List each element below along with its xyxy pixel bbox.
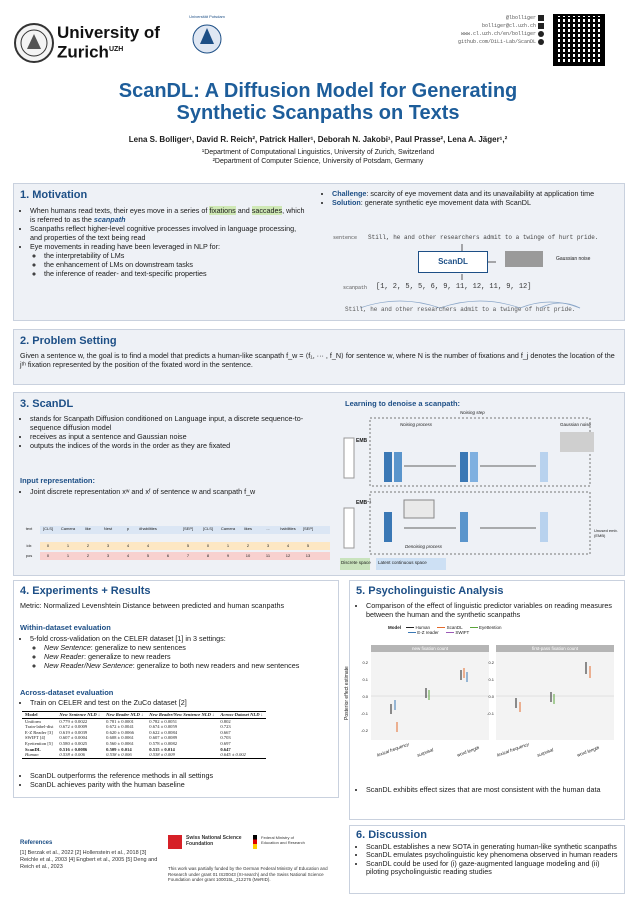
input-rep-cell: 0 <box>206 543 210 548</box>
motivation-bullet-2: • Scanpaths reflect higher-level cognitive processes involved in language processing, and properties of the text being read <box>30 224 306 242</box>
psycho-ylabel: Posterior effect estimate <box>344 666 350 720</box>
gaussian-noise-label: Gaussian noise <box>556 256 591 262</box>
gaussian-noise-box <box>505 251 543 267</box>
legend-title: Model <box>388 625 401 630</box>
legend-swift: SWIFT <box>446 630 469 635</box>
results-cell: SWIFT [4] <box>25 735 46 741</box>
input-rep-cell: ... <box>266 526 270 531</box>
input-rep-cell: 4 <box>126 543 130 548</box>
bmbf-logo <box>253 835 257 849</box>
results-cell: 0.580 ± 0.0025 <box>59 740 88 746</box>
latent-space-label: Latent continuous space <box>378 560 427 565</box>
discussion-bullet-3: • ScanDL could be used for (i) gaze-augmented language modeling and (ii) piloting psycholinguistic reading studies <box>366 860 618 877</box>
uzh-suffix: UZH <box>108 46 124 53</box>
input-rep-cell: 13 <box>305 553 311 558</box>
input-rep-cell: 1 <box>226 543 230 548</box>
motivation-left <box>20 206 306 278</box>
table-row-idx <box>20 543 318 548</box>
table-row-text <box>20 526 318 531</box>
within-heading: Within-dataset evaluation <box>20 623 111 632</box>
contact-twitter[interactable]: @lbolliger <box>505 15 536 21</box>
input-rep-cell: 4 <box>126 553 130 558</box>
denoising-process-label: Denoising process <box>405 544 443 549</box>
motivation-heading: 1. Motivation <box>20 189 88 201</box>
results-cell: 0.620 ± 0.0066 <box>106 729 134 735</box>
funding: This work was partially funded by the German Federal Ministry of Education and Research under grant 01 IS20043 (XI-search) and the Swiss National Science Foundation under grant 100015L_212276 (MeRID). <box>168 866 328 883</box>
x-tick-label: surprisal <box>416 747 435 758</box>
scandl-bullets <box>20 414 332 450</box>
results-row <box>22 752 266 758</box>
uzh-seal-logo <box>14 23 54 63</box>
metric-text: Metric: Normalized Levenshtein Distance between predicted and human scanpaths <box>20 601 285 610</box>
motivation-bullet-1: • When humans read texts, their eyes move in a series of fixations and saccades, which is referred to as the scanpath <box>30 206 306 224</box>
snsf-logo <box>168 835 182 849</box>
input-rep-bullet: • Joint discrete representation xʷ and xᶠ of sentence w and scanpath f_w <box>20 487 332 496</box>
scandl-box: ScanDL <box>418 251 488 273</box>
input-rep-cell: 2 <box>246 543 250 548</box>
globe-icon <box>538 31 544 37</box>
results-header-cell: New Sentence NLD ↓ <box>59 712 101 717</box>
legend-human: Human <box>406 625 430 630</box>
across-list: • Train on CELER and test on the ZuCo dataset [2] <box>20 698 332 707</box>
input-rep-cell: 1 <box>66 553 70 558</box>
motivation-sub-2: ◦ the enhancement of LMs on downstream tasks <box>44 260 306 269</box>
university-line1: University of <box>57 23 160 42</box>
scandl-heading: 3. ScanDL <box>20 398 74 410</box>
results-cell: 0.802 <box>220 718 231 724</box>
results-cell: 0.667 <box>220 729 231 735</box>
results-cell: 0.607 ± 0.0004 <box>59 735 88 741</box>
emb-label: EMB <box>356 438 368 444</box>
input-rep-cell: pos <box>25 553 33 558</box>
input-rep-cell: idx <box>26 543 32 548</box>
input-rep-cell: 3 <box>106 543 110 548</box>
results-cell: E-Z Reader [3] <box>25 729 53 735</box>
contact-email[interactable]: bolliger@cl.uzh.ch <box>481 23 536 29</box>
input-rep-cell: 0 <box>46 543 50 548</box>
input-sentence: Still, he and other researchers admit to a twinge of hurt pride. <box>368 234 599 241</box>
scanpath-sentence: Still, he and other researchers admit to a twinge of hurt pride. <box>345 306 576 313</box>
affiliations <box>20 148 616 166</box>
results-header-cell: New Reader/New Sentence NLD ↓ <box>149 712 215 717</box>
discussion-list <box>356 843 618 877</box>
y-tick-label: -0.1 <box>361 711 368 716</box>
problem-heading: 2. Problem Setting <box>20 335 117 347</box>
setting-new-sentence: ◦ New Sentence: generalize to new sentences <box>44 643 332 652</box>
input-rep-cell: 11 <box>265 553 271 558</box>
input-rep-cell: Camera <box>220 526 236 531</box>
psycho-conclusion: • ScanDL exhibits effect sizes that are most consistent with the human data <box>356 785 618 794</box>
title-line1: ScanDL: A Diffusion Model for Generating <box>118 80 518 102</box>
results-cell: Human <box>25 752 39 758</box>
conclusion-1: • ScanDL outperforms the reference methods in all settings <box>30 771 332 780</box>
input-rep-cell: 8 <box>206 553 210 558</box>
plot-2-yticks <box>482 654 494 722</box>
input-rep-grid <box>20 512 334 568</box>
x-tick-label: lexical frequency <box>496 741 530 758</box>
results-cell: 0.672 ± 0.0041 <box>106 724 134 730</box>
solution-bullet: • Solution: generate synthetic eye movement data with ScanDL <box>332 198 614 207</box>
contact-website[interactable]: www.cl.uzh.ch/en/bolliger <box>460 31 536 37</box>
conclusion-2: • ScanDL achieves parity with the human baseline <box>30 780 332 789</box>
results-cell: 0.578 ± 0.0082 <box>149 740 178 746</box>
experiments-conclusions <box>20 771 332 789</box>
potsdam-seal-text: Universität Potsdam <box>189 14 225 19</box>
input-rep-cell: 9 <box>226 553 230 558</box>
diffusion-diagram <box>340 408 620 572</box>
x-tick-label: lexical frequency <box>376 741 410 758</box>
input-rep-cell: 3 <box>266 543 270 548</box>
plot-2-marks <box>496 652 614 740</box>
plot-xlabels <box>376 741 616 758</box>
scandl-bullet-2: • receives as input a sentence and Gaussian noise <box>30 432 332 441</box>
results-cell: Uniform <box>25 718 41 724</box>
references: [1] Berzak et al., 2022 [2] Hollenstein et al., 2018 [3] Reichle et al., 2003 [4] Engbert et al., 2005 [5] Deng and Reich et al., 2023 <box>20 850 158 870</box>
challenge-bullet: • Challenge: scarcity of eye movement data and its unavailability at application time <box>332 189 614 198</box>
legend <box>388 625 618 635</box>
results-cell: 0.560 ± 0.0061 <box>106 740 134 746</box>
input-rep-cell: 6 <box>166 553 170 558</box>
contact-github[interactable]: github.com/DiLi-Lab/ScanDL <box>457 39 536 45</box>
discussion-bullet-1: • ScanDL establishes a new SOTA in generating human-like synthetic scanpaths <box>366 843 618 851</box>
affiliation-2: ²Department of Computer Science, University of Potsdam, Germany <box>212 158 424 165</box>
results-header-cell: New Reader NLD ↓ <box>106 712 144 717</box>
input-rep-cell: habilities <box>280 526 296 531</box>
results-cell: ScanDL <box>25 746 41 752</box>
learning-heading: Learning to denoise a scanpath: <box>345 399 461 408</box>
legend-ezreader: E-Z reader <box>408 630 439 635</box>
table-row-pos <box>20 553 318 558</box>
scanpath-output: [1, 2, 5, 5, 6, 9, 11, 12, 11, 9, 12] <box>376 283 532 291</box>
discussion-heading: 6. Discussion <box>356 829 427 841</box>
input-rep-cell: likes <box>243 526 252 531</box>
problem-text: Given a sentence w, the goal is to find a model that predicts a human-like scanpath f_w = ⟨f₁, ··· , f_N⟩ for sentence w, where N is the number of fixations and f_j denotes the location of the jᵗʰ fixation represented by the position of the fixated word in the sentence. <box>20 351 615 369</box>
input-rep-cell: 2 <box>86 543 90 548</box>
results-cell: 0.538 ± 0.009 <box>149 752 175 758</box>
results-cell: 0.647 <box>220 746 231 752</box>
authors: Lena S. Bolliger¹, David R. Reich², Patrick Haller¹, Deborah N. Jakobi¹, Paul Prasse², Lena A. Jäger¹,² <box>128 135 508 144</box>
scanpath-label: scanpath <box>343 285 368 291</box>
plot-2-title: first-pass fixation count <box>496 645 614 652</box>
y-tick-label: 0.1 <box>488 677 494 682</box>
results-header-cell: Across-Dataset NLD ↓ <box>220 712 263 717</box>
input-rep-cell: Camera <box>60 526 76 531</box>
input-rep-table <box>20 512 334 573</box>
results-cell: Train-label-dist <box>25 724 54 730</box>
y-tick-label: -0.2 <box>361 728 368 733</box>
motivation-bullet-3: • Eye movements in reading have been leveraged in NLP for: ◦ the interpretability of LMs ◦ the enhancement of LMs on downstream tasks ◦ the inference of reader- and text-specific properties <box>30 242 306 278</box>
results-header-cell: Model <box>25 712 38 717</box>
psycho-heading: 5. Psycholinguistic Analysis <box>356 585 504 597</box>
input-rep-cell: 0 <box>46 553 50 558</box>
contact-block <box>420 14 544 46</box>
plot-1-yticks <box>356 654 368 739</box>
input-rep-cell: [CLS] <box>42 526 53 531</box>
results-cell: 0.723 <box>220 724 231 730</box>
results-cell: 0.622 ± 0.0084 <box>149 729 178 735</box>
results-cell: 0.697 <box>220 740 231 746</box>
within-bullet: • 5-fold cross-validation on the CELER dataset [1] in 3 settings: ◦ New Sentence: generalize to new sentences ◦ New Reader: generalize to new readers ◦ New Reader/New Sentence: generalize to both new readers and new sentences <box>30 634 332 670</box>
input-rep-cell: [SEP] <box>182 526 194 531</box>
results-cell: 0.781 ± 0.0001 <box>106 718 134 724</box>
setting-new-reader: ◦ New Reader: generalize to new readers <box>44 652 332 661</box>
input-rep-cell: 4 <box>286 543 290 548</box>
plot-1 <box>371 645 489 740</box>
x-tick-label: word length <box>576 745 600 758</box>
input-rep-cell: #habilities <box>139 526 157 531</box>
snsf-name: Swiss National Science Foundation <box>186 835 242 847</box>
plot-2 <box>496 645 614 740</box>
legend-scandl: ScanDL <box>437 625 462 630</box>
motivation-sub-1: ◦ the interpretability of LMs <box>44 251 306 260</box>
github-icon <box>538 39 544 45</box>
y-tick-label: 0.0 <box>488 694 494 699</box>
input-rep-cell: 1 <box>66 543 70 548</box>
results-cell: 0.538 ± 0.006 <box>59 752 85 758</box>
x-tick-label: surprisal <box>536 747 555 758</box>
input-rep-cell: Nest <box>103 526 113 531</box>
results-cell: 0.672 ± 0.0009 <box>59 724 88 730</box>
input-rep-cell: 4 <box>146 543 150 548</box>
results-cell: 0.782 ± 0.0051 <box>149 718 178 724</box>
results-cell: 0.779 ± 0.0022 <box>59 718 88 724</box>
motivation-right <box>322 189 614 207</box>
results-cell: 0.608 ± 0.0061 <box>106 735 134 741</box>
scandl-bullet-3: • outputs the indices of the words in the order as they are fixated <box>30 441 332 450</box>
university-line2: Zurich <box>57 42 109 62</box>
input-rep-cell: 12 <box>285 553 291 558</box>
results-cell: 0.509 ± 0.014 <box>106 746 132 752</box>
results-cell: 0.703 <box>220 735 231 741</box>
plot-1-title: new fixation count <box>371 645 489 652</box>
refs-heading: References <box>20 840 53 846</box>
psycho-bullet: • Comparison of the effect of linguistic predictor variables on reading measures between the human and the synthetic scanpaths <box>356 601 618 619</box>
results-table <box>22 711 266 759</box>
results-cell: 0.516 ± 0.0086 <box>59 746 88 752</box>
uzh-wordmark <box>57 24 160 61</box>
emb-inv-label: EMB⁻¹ <box>356 500 372 506</box>
y-tick-label: 0.1 <box>362 677 368 682</box>
mail-icon <box>538 23 544 29</box>
input-rep-cell: 7 <box>186 553 190 558</box>
setting-new-reader-sentence: ◦ New Reader/New Sentence: generalize to both new readers and new sentences <box>44 661 332 670</box>
bmbf-name: Federal Ministry of Education and Research <box>261 835 305 845</box>
input-rep-cell: 5 <box>146 553 150 558</box>
results-cell: 0.674 ± 0.0059 <box>149 724 178 730</box>
results-cell: 0.515 ± 0.014 <box>149 746 175 752</box>
input-rep-cell: 2 <box>86 553 90 558</box>
noising-step-label: Noising step <box>460 410 485 415</box>
gaussian-noise-diagram-label: Gaussian noise <box>560 422 592 427</box>
x-tick-label: word length <box>456 745 480 758</box>
sentence-label: sentence <box>333 235 358 241</box>
input-rep-cell: 10 <box>245 553 251 558</box>
title-line2: Synthetic Scanpaths on Texts <box>176 102 460 124</box>
y-tick-label: -0.1 <box>487 711 494 716</box>
input-rep-heading: Input representation: <box>20 476 96 485</box>
plot-1-marks <box>371 652 489 740</box>
y-tick-label: 0.2 <box>362 660 368 665</box>
results-cell: Eyettention [5] <box>25 740 53 746</box>
results-cell: 0.619 ± 0.0039 <box>59 729 88 735</box>
input-rep-cell: like <box>84 526 91 531</box>
input-rep-cell: p <box>126 526 130 531</box>
experiments-heading: 4. Experiments + Results <box>20 585 151 597</box>
results-cell: 0.645 ± 0.002 <box>220 752 246 758</box>
across-heading: Across-dataset evaluation <box>20 688 114 697</box>
unused-emb-label: Unused emb. (EMB) <box>594 528 618 538</box>
affiliation-1: ¹Department of Computational Linguistics, University of Zurich, Switzerland <box>201 149 435 156</box>
x-icon <box>538 15 544 21</box>
discussion-bullet-2: • ScanDL emulates psycholinguistic key phenomena observed in human readers <box>366 851 618 859</box>
poster-title <box>20 80 616 124</box>
results-cell: 0.607 ± 0.0089 <box>149 735 178 741</box>
scandl-bullet-1: • stands for Scanpath Diffusion conditioned on Language input, a discrete sequence-to-sequence diffusion model <box>30 414 332 432</box>
results-table-wrap <box>22 711 330 759</box>
motivation-sub-3: ◦ the inference of reader- and text-specific properties <box>44 269 306 278</box>
discrete-space-label: Discrete space <box>341 560 371 565</box>
input-rep-cell: text <box>25 526 33 531</box>
input-rep-cell: 3 <box>106 553 110 558</box>
y-tick-label: 0.0 <box>362 694 368 699</box>
input-rep-cell: [SEP] <box>302 526 314 531</box>
y-tick-label: 0.2 <box>488 660 494 665</box>
results-cell: 0.538 ± 0.006 <box>106 752 132 758</box>
noising-process-label: Noising process <box>400 422 433 427</box>
input-rep-cell: 5 <box>186 543 190 548</box>
qr-code[interactable] <box>553 14 605 66</box>
legend-eyettention: Eyettention <box>470 625 502 630</box>
input-rep-cell: 5 <box>306 543 310 548</box>
potsdam-logo <box>184 14 230 64</box>
input-rep-cell: [CLS] <box>202 526 213 531</box>
within-list <box>20 634 332 670</box>
